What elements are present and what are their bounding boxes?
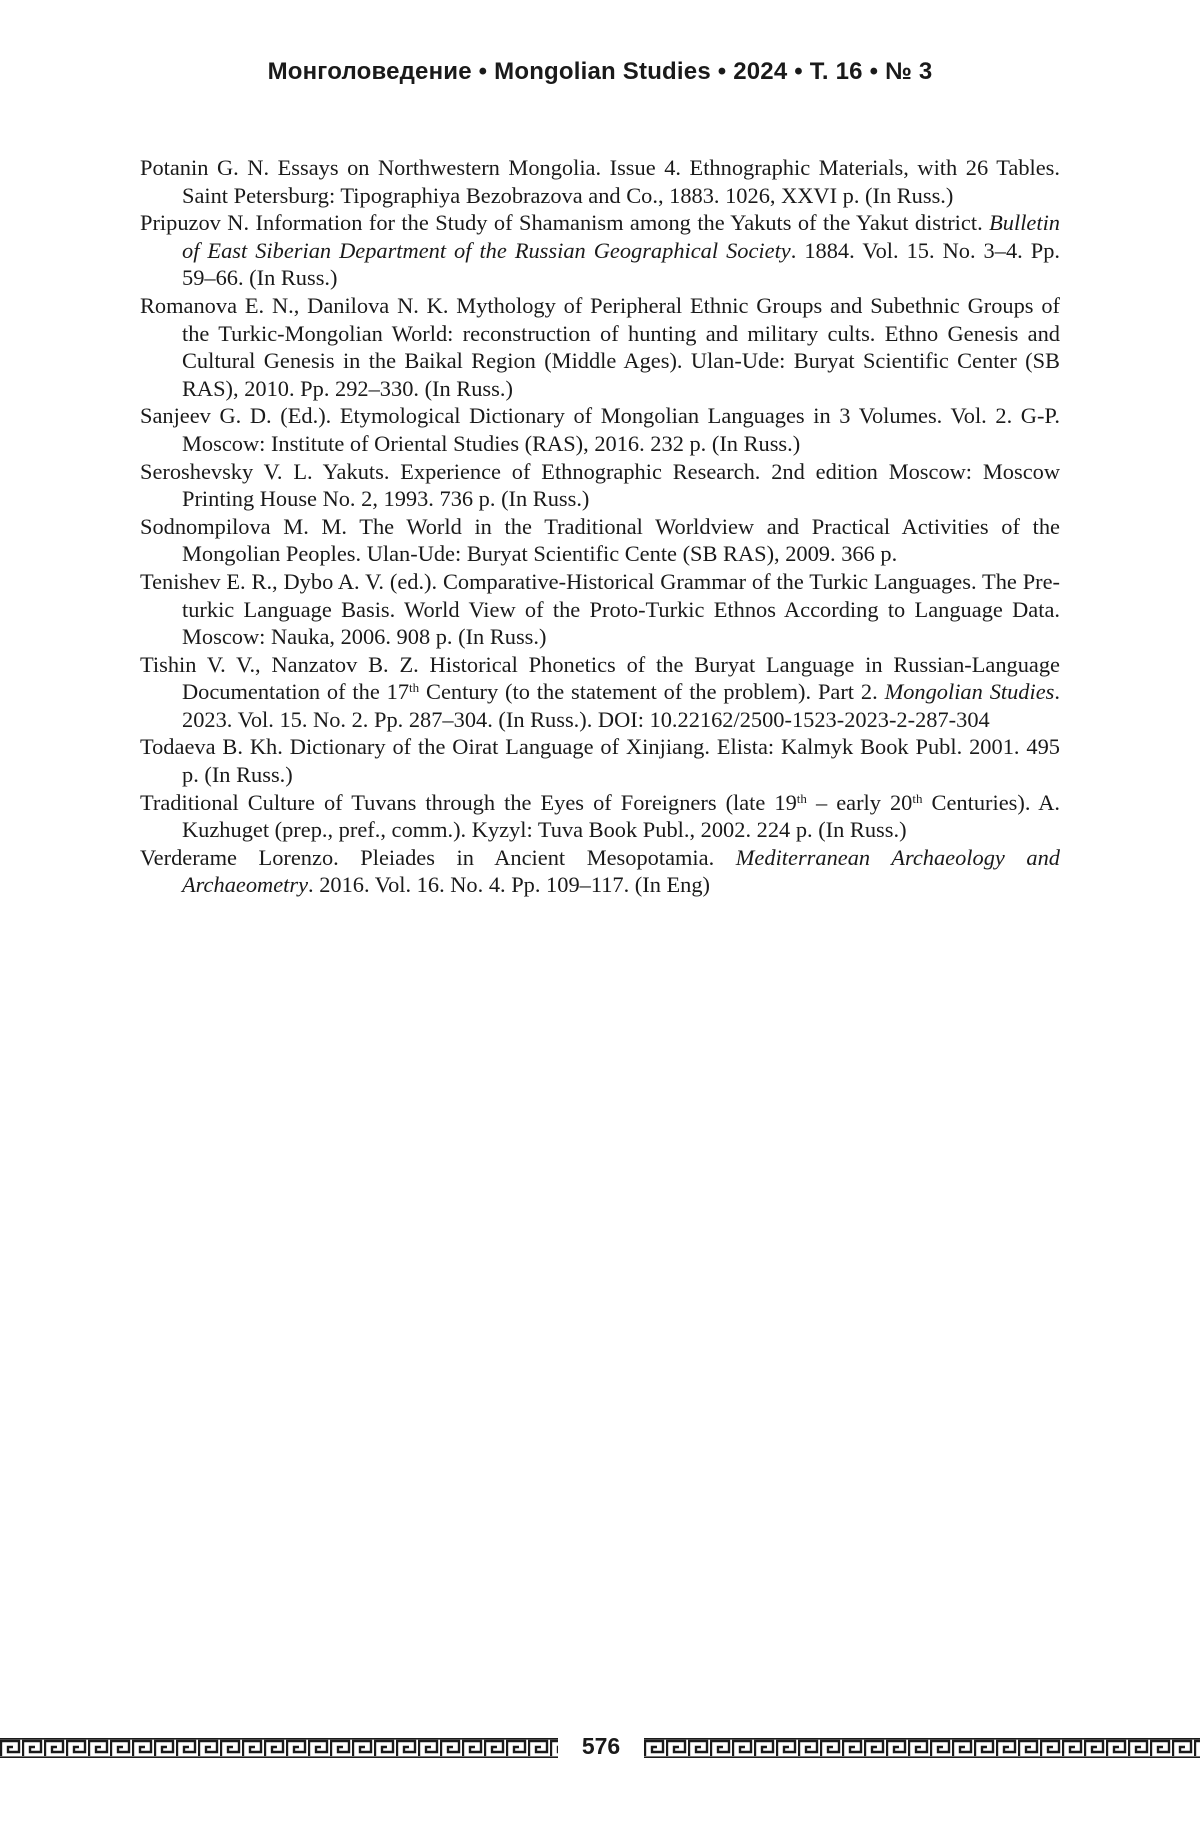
reference-item: Pripuzov N. Information for the Study of Shamanism among the Yakuts of the Yakut district. Bulletin of East Siberian Department of the Russian Geographical Society. 1884. Vol. 15. No. 3–4. Pp. 59–66. (In Russ.) [140,210,1060,291]
reference-item: Tishin V. V., Nanzatov B. Z. Historical Phonetics of the Buryat Language in Russian-Language Documentation of the 17th Century (to the statement of the problem). Part 2. Mongolian Studies. 2023. Vol. 15. No. 2. Pp. 287–304. (In Russ.). DOI: 10.22162/2500-1523-2023-2-287-304 [140,651,1060,732]
running-header [0,58,1200,86]
reference-item: Tenishev E. R., Dybo A. V. (ed.). Comparative-Historical Grammar of the Turkic Languages. The Pre-turkic Language Basis. World View of the Proto-Turkic Ethnos According to Language Data. Moscow: Nauka, 2006. 908 p. (In Russ.) [140,568,1060,650]
journal-title: Mongolian Studies [884,679,1055,705]
superscript: th [912,790,923,806]
page-number: 576 [581,1733,621,1759]
reference-item: Romanova E. N., Danilova N. K. Mythology of Peripheral Ethnic Groups and Subethnic Groups of the Turkic-Mongolian World: reconstruction of hunting and military cults. Ethno Genesis and Cultural Genesis in the Baikal Region (Middle Ages). Ulan-Ude: Buryat Scientific Center (SB RAS), 2010. Pp. 292–330. (In Russ.) [140,292,1060,401]
running-title: Монголоведение • Mongolian Studies • 2024 • Т. 16 • № 3 [267,58,933,85]
reference-item: Traditional Culture of Tuvans through the Eyes of Foreigners (late 19th – early 20th Centuries). A. Kuzhuget (prep., pref., comm.). Kyzyl: Tuva Book Publ., 2002. 224 p. (In Russ.) [140,789,1060,843]
reference-item: Verderame Lorenzo. Pleiades in Ancient Mesopotamia. Mediterranean Archaeology and Archaeometry. 2016. Vol. 16. No. 4. Pp. 109–117. (In Eng) [140,844,1060,898]
journal-title: Mediterranean Archaeology and Archaeometry [182,844,1060,898]
reference-list [140,154,1060,899]
superscript: th [796,790,807,806]
reference-item: Seroshevsky V. L. Yakuts. Experience of Ethnographic Research. 2nd edition Moscow: Moscow Printing House No. 2, 1993. 736 p. (In Russ.) [140,458,1060,512]
page-footer [0,1733,1200,1762]
journal-title: Bulletin of East Siberian Department of the Russian Geographical Society [182,210,1060,263]
greek-key-ornament-right [644,1738,1200,1758]
reference-item: Potanin G. N. Essays on Northwestern Mongolia. Issue 4. Ethnographic Materials, with 26 Tables. Saint Petersburg: Tipographiya Bezobrazova and Co., 1883. 1026, XXVI p. (In Russ.) [140,155,1060,208]
reference-item: Sanjeev G. D. (Ed.). Etymological Dictionary of Mongolian Languages in 3 Volumes. Vol. 2. G-P. Moscow: Institute of Oriental Studies (RAS), 2016. 232 p. (In Russ.) [140,403,1060,456]
superscript: th [409,680,420,696]
reference-item: Sodnompilova M. M. The World in the Traditional Worldview and Practical Activities of the Mongolian Peoples. Ulan-Ude: Buryat Scientific Cente (SB RAS), 2009. 366 p. [140,513,1060,567]
greek-key-ornament-left [0,1738,558,1758]
reference-item: Todaeva B. Kh. Dictionary of the Oirat Language of Xinjiang. Elista: Kalmyk Book Publ. 2001. 495 p. (In Russ.) [140,734,1060,788]
